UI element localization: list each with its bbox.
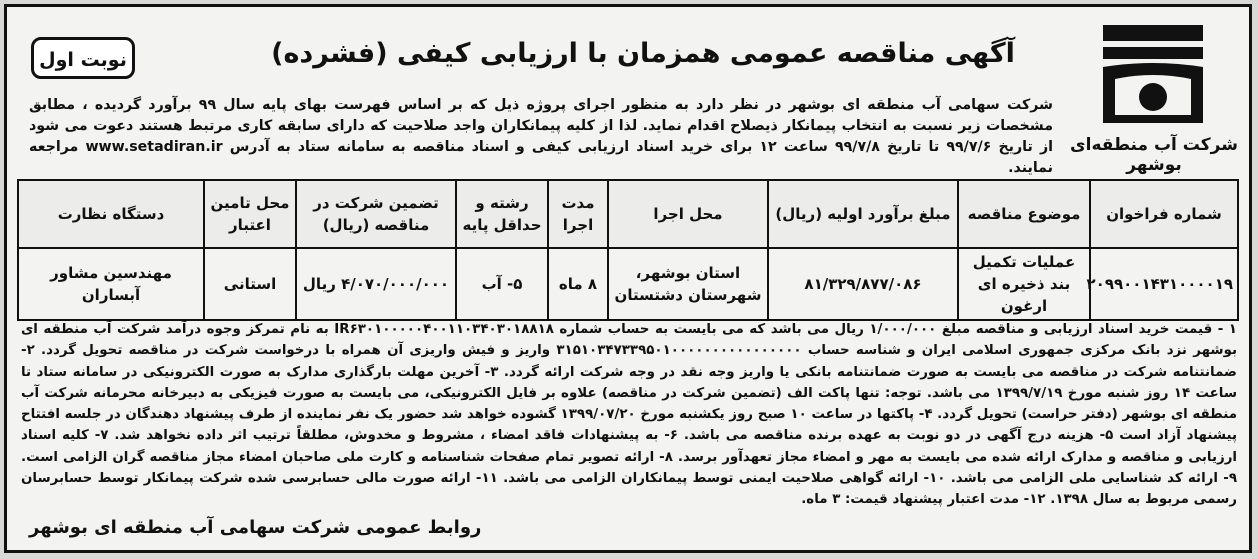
col-header-guarantee: تضمین شرکت در مناقصه (ریال) (296, 180, 456, 248)
cell-duration: ۸ ماه (548, 248, 608, 320)
org-logo (1065, 13, 1243, 175)
col-header-grade: رشته و حداقل پایه (456, 180, 548, 248)
col-header-call-number: شماره فراخوان (1090, 180, 1238, 248)
signature-line: روابط عمومی شرکت سهامی آب منطقه ای بوشهر (29, 517, 482, 538)
intro-paragraph: شرکت سهامی آب منطقه ای بوشهر در نظر دارد به منظور اجرای پروژه ذیل که بر اساس فهرست بهای پایه سال ۹۹ برآورد گردیده ، مطابق مشخصات زیر نسبت به انتخاب پیمانکار ذیصلاح اقدام نماید. لذا از کلیه پیمانکاران واجد صلاحیت که دارای سابقه کاری مرتبط هستند دعوت می شود از تاریخ ۹۹/۷/۶ تا تاریخ ۹۹/۷/۸ ساعت ۱۲ برای خرید اسناد ارزیابی کیفی و اسناد مناقصه به سامانه ستاد به آدرس www.setadiran.ir مراجعه نمایند. (29, 97, 1054, 176)
col-header-supervisor: دستگاه نظارت (18, 180, 204, 248)
cell-call-number: ۲۰۹۹۰۰۱۴۳۱۰۰۰۰۱۹ (1090, 248, 1238, 320)
cell-estimate: ۸۱/۳۲۹/۸۷۷/۰۸۶ (768, 248, 958, 320)
table-header-row (18, 180, 1238, 248)
notice-title: آگهی مناقصه عمومی همزمان با ارزیابی کیفی (فشرده) (271, 38, 1015, 69)
cell-funding: استانی (204, 248, 296, 320)
org-name: شرکت آب منطقه‌ای بوشهر (1070, 135, 1238, 175)
cell-grade: ۵- آب (456, 248, 548, 320)
cell-location: استان بوشهر، شهرستان دشتستان (608, 248, 768, 320)
tender-spec-table (17, 179, 1239, 321)
cell-subject: عملیات تکمیل بند ذخیره ای ارغون (958, 248, 1090, 320)
tender-notice (4, 4, 1252, 553)
col-header-funding: محل تامین اعتبار (204, 180, 296, 248)
conditions-paragraph: ۱ - قیمت خرید اسناد ارزیابی و مناقصه مبلغ ۱/۰۰۰/۰۰۰ ریال می باشد که می بایست به حساب شماره IR۶۳۰۱۰۰۰۰۰۴۰۰۱۱۰۳۴۰۳۰۱۸۸۱۸ به نام تمرکز وجوه درآمد شرکت آب منطقه ای بوشهر نزد بانک مرکزی جمهوری اسلامی ایران و شناسه حساب ۳۱۵۱۰۳۴۷۳۳۹۵۰۱۰۰۰۰۰۰۰۰۰۰۰۰۰۰۰۰ واریز و فیش واریزی آن همراه با درخواست شرکت در مناقصه تحویل گردد. ۲- ضمانتنامه شرکت در مناقصه می بایست به صورت ضمانتنامه بانکی یا واریز وجه نقد در وجه شرکت ارائه گردد. ۳- آخرین مهلت بارگذاری مدارک به صورت الکترونیکی در سامانه ستاد تا ساعت ۱۴ روز شنبه مورخ ۱۳۹۹/۷/۱۹ می باشد. توجه: تنها پاکت الف (تضمین شرکت در مناقصه) علاوه بر فایل الکترونیکی، می بایست به صورت فیزیکی به دبیرخانه محرمانه شرکت آب منطقه ای بوشهر (دفتر حراست) تحویل گردد. ۴- پاکتها در ساعت ۱۰ صبح روز یکشنبه مورخ ۱۳۹۹/۰۷/۲۰ گشوده خواهد شد حضور یک نفر نماینده از طرف پیشنهاد دهندگان در جلسه افتتاح پیشنهاد آزاد است ۵- هزینه درج آگهی در دو نوبت به عهده برنده مناقصه می باشد. ۶- به پیشنهادات فاقد امضاء ، مشروط و مخدوش، مطلقاً ترتیب اثر داده نخواهد شد. ۷- کلیه اسناد ارزیابی و مناقصه و مدارک ارائه شده می بایست به مهر و امضاء مجاز تعهدآور برسد. ۸- ارائه تصویر تمام صفحات شناسنامه و کارت ملی صاحبان امضاء مجاز مناقصه گران الزامی است. ۹- ارائه کد شناسایی ملی الزامی می باشد. ۱۰- ارائه گواهی صلاحیت ایمنی توسط پیمانکاران الزامی می باشد. ۱۱- ارائه صورت مالی حسابرسی شده شرکت پیمانکار توسط حسابرسان رسمی مربوط به سال ۱۳۹۸. ۱۲- مدت اعتبار پیشنهاد قیمت: ۳ ماه. (21, 322, 1238, 508)
cell-supervisor: مهندسین مشاور آبساران (18, 248, 204, 320)
col-header-subject: موضوع مناقصه (958, 180, 1090, 248)
water-company-logo-icon (1093, 19, 1213, 129)
title-area (233, 25, 1053, 85)
cell-guarantee: ۴/۰۷۰/۰۰۰/۰۰۰ ریال (296, 248, 456, 320)
col-header-estimate: مبلغ برآورد اولیه (ریال) (768, 180, 958, 248)
col-header-location: محل اجرا (608, 180, 768, 248)
table-row (18, 248, 1238, 320)
round-badge: نوبت اول (31, 37, 135, 79)
col-header-duration: مدت اجرا (548, 180, 608, 248)
